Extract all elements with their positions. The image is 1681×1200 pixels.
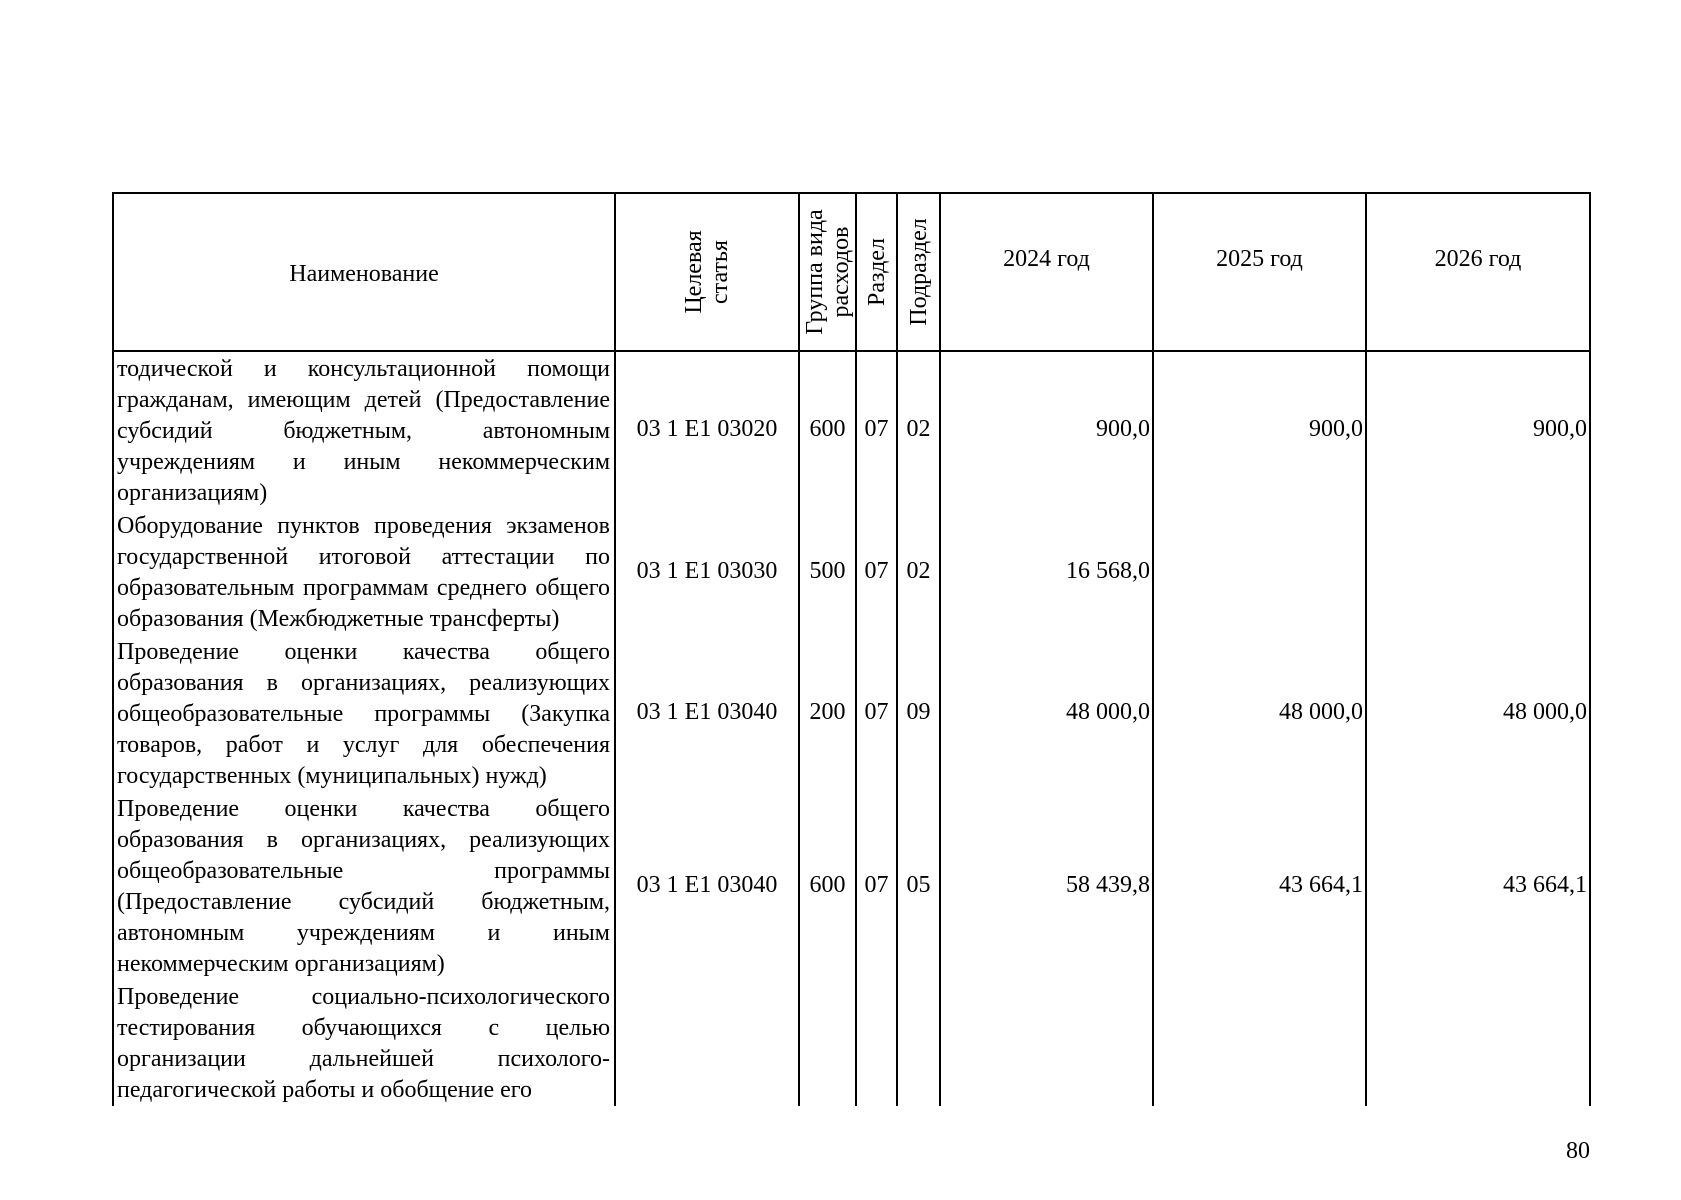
header-target-article-line2: статья <box>707 240 733 304</box>
header-expense-group-line1: Группа вида <box>801 209 828 335</box>
header-section: Раздел <box>856 193 897 351</box>
budget-table-wrapper <box>112 192 1589 1106</box>
header-year-2025: 2025 год <box>1153 193 1366 351</box>
row-target-article: 03 1 Е1 03020 <box>615 351 799 509</box>
row-expense-group: 600 <box>799 792 856 980</box>
row-value-2026 <box>1366 980 1590 1106</box>
row-value-2026: 900,0 <box>1366 351 1590 509</box>
row-value-2026: 48 000,0 <box>1366 635 1590 792</box>
header-year-2024: 2024 год <box>940 193 1153 351</box>
row-section <box>856 980 897 1106</box>
row-value-2026 <box>1366 509 1590 635</box>
row-name: Проведение оценки качества общего образования в организациях, реализующих общеобразовательные программы (Закупка товаров, работ и услуг для обеспечения государственных (муниципальных) нужд) <box>113 635 615 792</box>
header-target-article <box>615 193 799 351</box>
row-section: 07 <box>856 635 897 792</box>
row-value-2025: 900,0 <box>1153 351 1366 509</box>
row-value-2024: 16 568,0 <box>940 509 1153 635</box>
header-name: Наименование <box>113 193 615 351</box>
row-value-2025 <box>1153 980 1366 1106</box>
row-expense-group <box>799 980 856 1106</box>
header-subsection: Подраздел <box>897 193 940 351</box>
row-value-2024: 58 439,8 <box>940 792 1153 980</box>
header-target-article-line1: Целевая <box>681 230 707 314</box>
row-section: 07 <box>856 792 897 980</box>
row-subsection: 02 <box>897 509 940 635</box>
budget-table <box>112 192 1591 1106</box>
row-name: тодической и консультационной помощи гражданам, имеющим детей (Предоставление субсидий бюджетным, автономным учреждениям и иным некоммерческим организациям) <box>113 351 615 509</box>
row-name: Проведение социально-психологического тестирования обучающихся с целью организации дальнейшей психолого-педагогической работы и обобщение его <box>113 980 615 1106</box>
table-row <box>113 509 1590 635</box>
row-value-2024 <box>940 980 1153 1106</box>
table-header-row <box>113 193 1590 351</box>
header-expense-group-line2: расходов <box>827 226 854 318</box>
row-subsection: 05 <box>897 792 940 980</box>
row-value-2025: 48 000,0 <box>1153 635 1366 792</box>
table-row <box>113 792 1590 980</box>
row-name: Проведение оценки качества общего образования в организациях, реализующих общеобразовательные программы (Предоставление субсидий бюджетным, автономным учреждениям и иным некоммерческим организациям) <box>113 792 615 980</box>
table-row <box>113 980 1590 1106</box>
row-expense-group: 600 <box>799 351 856 509</box>
table-row <box>113 635 1590 792</box>
table-row <box>113 351 1590 509</box>
row-target-article: 03 1 Е1 03040 <box>615 792 799 980</box>
row-section: 07 <box>856 509 897 635</box>
row-subsection: 02 <box>897 351 940 509</box>
row-value-2025: 43 664,1 <box>1153 792 1366 980</box>
row-value-2024: 48 000,0 <box>940 635 1153 792</box>
row-value-2026: 43 664,1 <box>1366 792 1590 980</box>
row-value-2024: 900,0 <box>940 351 1153 509</box>
header-year-2026: 2026 год <box>1366 193 1590 351</box>
row-target-article: 03 1 Е1 03040 <box>615 635 799 792</box>
row-subsection <box>897 980 940 1106</box>
row-target-article <box>615 980 799 1106</box>
row-section: 07 <box>856 351 897 509</box>
page-number: 80 <box>1566 1138 1590 1164</box>
row-expense-group: 200 <box>799 635 856 792</box>
row-target-article: 03 1 Е1 03030 <box>615 509 799 635</box>
row-expense-group: 500 <box>799 509 856 635</box>
row-name: Оборудование пунктов проведения экзаменов государственной итоговой аттестации по образовательным программам среднего общего образования (Межбюджетные трансферты) <box>113 509 615 635</box>
row-value-2025 <box>1153 509 1366 635</box>
header-expense-group <box>799 193 856 351</box>
row-subsection: 09 <box>897 635 940 792</box>
